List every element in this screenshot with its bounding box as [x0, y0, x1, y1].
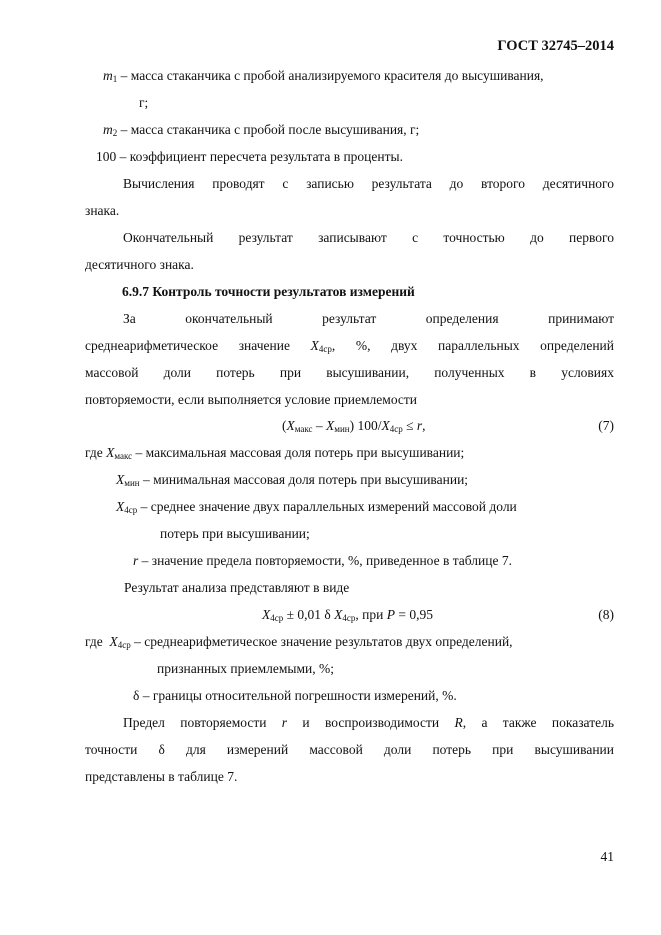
para1-line-4: повторяемости, если выполняется условие приемлемости: [85, 392, 418, 407]
definition-xmax: где $X_{макс}$ – максимальная массовая доля потерь при высушивании;: [85, 445, 465, 461]
definition-m1: $m_1$ – масса стаканчика с пробой анализируемого красителя до высушивания,: [103, 68, 544, 84]
calc-line-2: знака.: [85, 203, 120, 218]
equation-7: $(X_{макс} - X_{мин}) 100/X_{4ср} \le r$,: [282, 418, 426, 434]
standard-header: ГОСТ 32745–2014: [497, 38, 614, 54]
final-line-2: десятичного знака.: [85, 257, 194, 272]
definition-r: r – значение предела повторяемости, %, приведенное в таблице 7.: [133, 553, 512, 568]
para1-line-3: массовой доли потерь при высушивании, полученных в условиях: [85, 365, 614, 380]
para1-line-1: За окончательный результат определения принимают: [123, 311, 614, 326]
para2-line-1: Предел повторяемости r и воспроизводимости R, а также показатель: [123, 715, 614, 730]
definition-100: 100 – коэффициент пересчета результата в проценты.: [96, 149, 403, 164]
result-intro: Результат анализа представляют в виде: [124, 580, 350, 595]
para2-line-2: точности δ для измерений массовой доли потерь при высушивании: [85, 742, 614, 757]
para1-line-2: среднеарифметическое значение $X_{4ср}$, %, двух параллельных определений: [85, 338, 614, 354]
definition-delta: δ – границы относительной погрешности измерений, %.: [133, 688, 457, 703]
definition-m1-continuation: г;: [139, 95, 149, 110]
equation-8: $X_{4ср} \pm 0,01$ δ $X_{4ср}$, при P = 0,95: [262, 607, 433, 623]
definition-m2: $m_2$ – масса стаканчика с пробой после высушивания, г;: [103, 122, 420, 138]
page-number: 41: [600, 849, 614, 864]
definition-xavg-2-continuation: признанных приемлемыми, %;: [157, 661, 334, 676]
definition-xavg: $X_{4ср}$ – среднее значение двух параллельных измерений массовой доли: [116, 499, 517, 515]
definition-xavg-2: где $X_{4ср}$ – среднеарифметическое значение результатов двух определений,: [85, 634, 513, 650]
symbol-m: m: [103, 68, 113, 83]
equation-7-number: (7): [598, 418, 614, 433]
final-line-1: Окончательный результат записывают с точностью до первого: [123, 230, 614, 245]
definition-xmin: $X_{мин}$ – минимальная массовая доля потерь при высушивании;: [116, 472, 469, 488]
calc-line-1: Вычисления проводят с записью результата до второго десятичного: [123, 176, 614, 191]
para2-line-3: представлены в таблице 7.: [85, 769, 238, 784]
equation-8-number: (8): [598, 607, 614, 622]
section-heading: 6.9.7 Контроль точности результатов измерений: [122, 284, 415, 299]
definition-xavg-continuation: потерь при высушивании;: [160, 526, 310, 541]
